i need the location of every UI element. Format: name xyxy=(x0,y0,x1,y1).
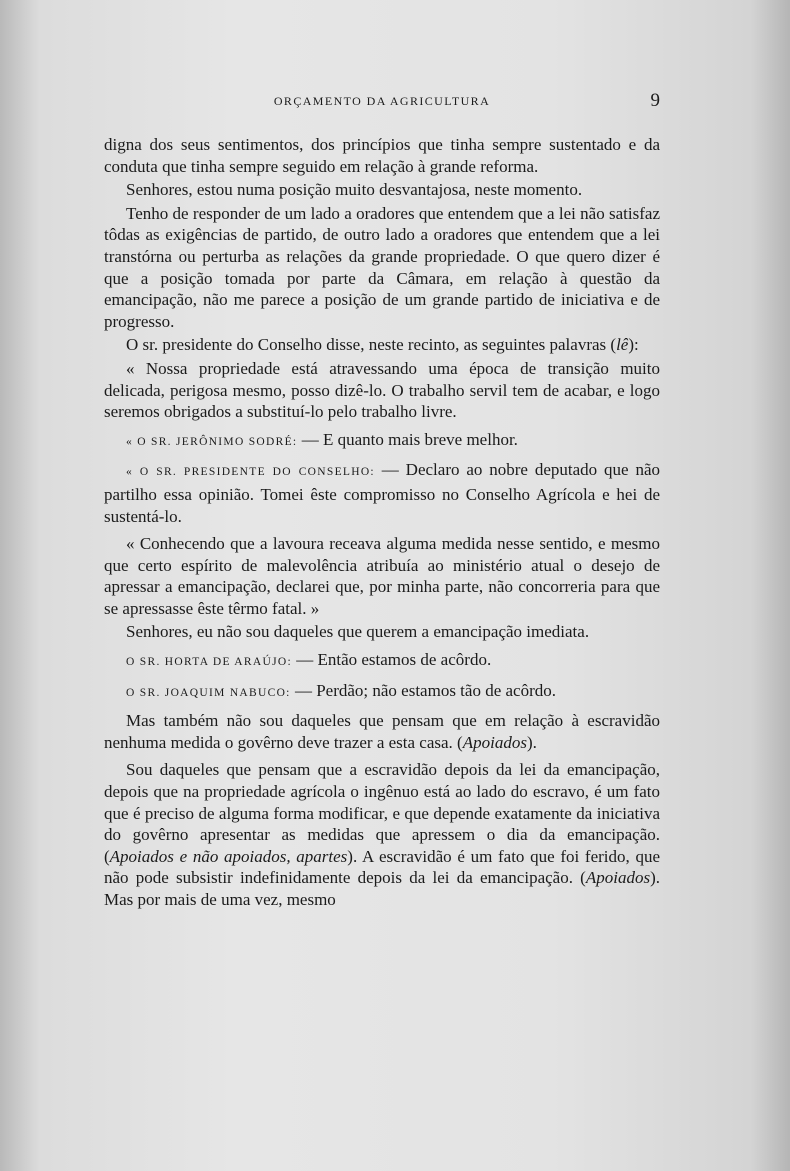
paragraph: Senhores, estou numa posição muito desvantajosa, neste momento. xyxy=(126,180,583,200)
speech-line xyxy=(104,429,660,454)
italic-text: Apoiados e não apoiados, apartes xyxy=(109,846,348,866)
italic-text: Apoiados xyxy=(462,732,527,752)
paragraph xyxy=(104,710,660,753)
speech-line xyxy=(104,680,660,705)
running-title: ORÇAMENTO DA AGRICULTURA xyxy=(273,94,491,108)
paragraph-text: Sou daqueles que pensam que a escravidão depois da lei da emancipação, depois que na propriedade agrícola o ingênuo está ao lado do escravo, é um fato que é preciso de alguma forma modificar, e que depende exatamente da iniciativa do govêrno apresentar as medidas que apressem o dia da emancipação. ( xyxy=(104,760,660,866)
paragraph-text: ). A escravidão é um fato que foi ferido, que não pode subsistir indefinidamente depois da lei da emancipação. ( xyxy=(104,846,661,888)
speaker-name: « O SR. JERÔNIMO SODRÉ: xyxy=(126,435,298,448)
speech-text: — Perdão; não estamos tão de acôrdo. xyxy=(290,680,556,700)
paragraph-continuation: digna dos seus sentimentos, dos princípios que tinha sempre sustentado e da conduta que tinha sempre seguido em relação à grande reforma. xyxy=(104,135,660,176)
paragraph-text: ): xyxy=(628,335,639,355)
speech-text: — Então estamos de acôrdo. xyxy=(291,650,492,670)
page-number: 9 xyxy=(650,90,660,111)
speech-text: — E quanto mais breve melhor. xyxy=(297,429,518,449)
page-header xyxy=(104,90,660,114)
paragraph-text: O sr. presidente do Conselho disse, neste recinto, as seguintes palavras ( xyxy=(126,335,617,355)
italic-text: lê xyxy=(616,335,629,355)
speech-line xyxy=(104,649,660,674)
italic-text: Apoiados xyxy=(585,868,651,888)
paragraph xyxy=(104,759,660,910)
paragraph-text: Mas também não sou daqueles que pensam que em relação à escravidão nenhuma medida o govêrno deve trazer a esta casa. ( xyxy=(104,711,660,752)
paragraph-text: ). xyxy=(526,732,537,752)
paragraph xyxy=(104,334,660,356)
speaker-name: O SR. JOAQUIM NABUCO: xyxy=(126,686,291,699)
speaker-name: « O SR. PRESIDENTE DO CONSELHO: xyxy=(126,466,375,479)
page-body xyxy=(104,134,660,913)
quoted-paragraph: « Conhecendo que a lavoura receava alguma medida nesse sentido, e mesmo que certo espírito de malevolência atribuía ao ministério atual o desejo de apressar a emancipação, declarei que, por minha parte, não concorreria para que se apressasse êste têrmo fatal. » xyxy=(104,534,660,618)
speech-text: — Declaro ao nobre deputado que não partilho essa opinião. Tomei êste compromisso no Conselho Agrícola e hei de sustentá-lo. xyxy=(104,460,660,526)
paragraph: Tenho de responder de um lado a oradores que entendem que a lei não satisfaz tôdas as exigências de partido, de outro lado a oradores que entendem que a lei transtórna ou perturba as relações da grande propriedade. O que quero dizer é que a posição tomada por parte da Câmara, em relação à questão da emancipação, não me parece a posição de um grande partido de iniciativa e de progresso. xyxy=(104,203,660,331)
quoted-paragraph: « Nossa propriedade está atravessando uma época de transição muito delicada, perigosa mesmo, posso dizê-lo. O trabalho servil tem de acabar, e logo seremos obrigados a substituí-lo pelo trabalho livre. xyxy=(104,358,660,422)
paragraph: Senhores, eu não sou daqueles que querem a emancipação imediata. xyxy=(126,622,590,642)
speaker-name: O SR. HORTA DE ARAÚJO: xyxy=(126,656,292,669)
paragraph-text: ). Mas por mais de uma vez, mesmo xyxy=(104,868,660,909)
speech-line xyxy=(104,459,660,527)
